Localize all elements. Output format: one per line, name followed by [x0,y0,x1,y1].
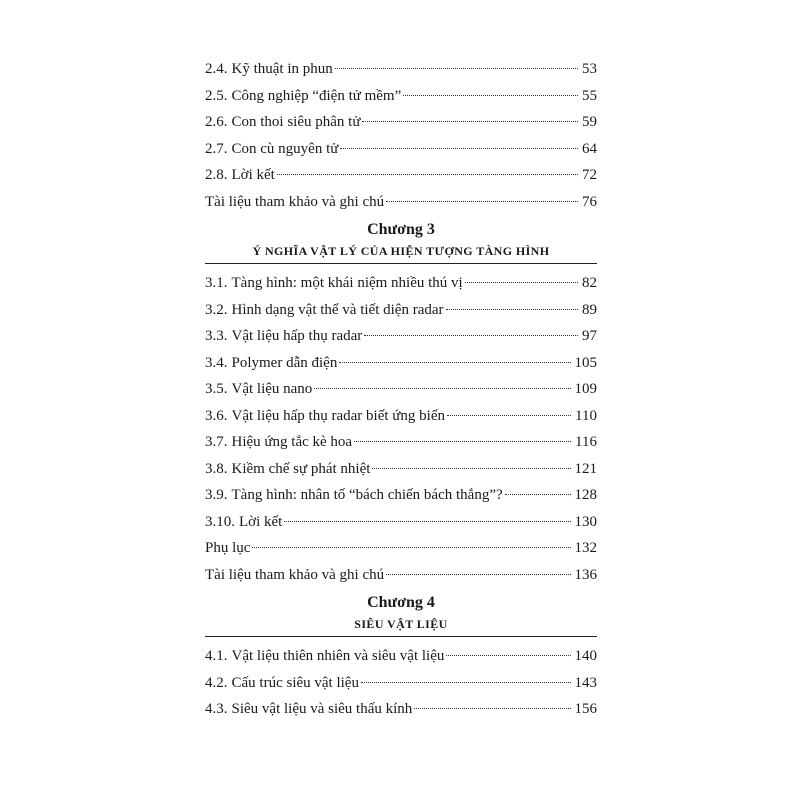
table-of-contents [205,56,597,723]
toc-entry-page: 89 [582,301,597,318]
toc-entry-number: 3.10. [205,513,235,530]
toc-entry-number: 2.7. [205,140,228,157]
toc-entry-number: 2.6. [205,114,228,130]
toc-entry-number: 3.9. [205,487,228,503]
toc-entry-number: 2.5. [205,87,228,104]
toc-entry-page: 132 [574,540,597,556]
dot-leader [386,574,570,575]
toc-entry-title: Tài liệu tham khảo và ghi chú [205,193,385,210]
toc-entry-page: 97 [582,328,597,344]
toc-entry-number: 2.8. [205,167,228,183]
toc-entry [205,696,597,723]
toc-entry-title: Hình dạng vật thể và tiết diện radar [231,301,444,318]
toc-entry-page: 130 [574,513,597,530]
chapter-4-rule [205,636,597,637]
toc-entry [205,456,597,483]
toc-entry-title: Polymer dẫn điện [231,354,338,371]
toc-entry-title: Hiệu ứng tắc kè hoa [231,434,353,450]
toc-entry-page: 143 [574,674,597,691]
dot-leader [446,309,578,310]
toc-entry-number: 3.7. [205,434,228,450]
chapter-4-list [205,643,597,723]
toc-entry [205,670,597,697]
toc-entry-title: Cấu trúc siêu vật liệu [231,674,359,691]
toc-entry-title: Phụ lục [205,540,251,556]
toc-entry-page: 72 [582,167,597,183]
toc-entry-page: 55 [582,87,597,104]
toc-entry [205,109,597,136]
dot-leader [335,68,578,69]
toc-entry [205,350,597,377]
toc-entry-page: 116 [575,434,597,450]
dot-leader [354,441,571,442]
toc-entry-page: 59 [582,114,597,130]
toc-entry-page: 140 [574,648,597,664]
toc-entry-number: 2.4. [205,61,228,77]
toc-entry-title: Tàng hình: một khái niệm nhiều thú vị [231,275,463,291]
chapter-4-subtitle: SIÊU VẬT LIỆU [354,617,448,631]
dot-leader [446,655,570,656]
toc-entry [205,535,597,562]
toc-entry-title: Vật liệu nano [231,381,313,397]
toc-entry-page: 82 [582,275,597,291]
toc-entry-title: Tài liệu tham khảo và ghi chú [205,566,385,583]
dot-leader [361,682,571,683]
toc-entry [205,189,597,216]
chapter-3-list [205,270,597,588]
toc-entry-page: 128 [574,487,597,503]
toc-entry-page: 136 [574,566,597,583]
toc-entry [205,403,597,430]
dot-leader [339,362,570,363]
section-a-list [205,56,597,215]
chapter-3-subtitle: Ý NGHĨA VẬT LÝ CỦA HIỆN TƯỢNG TÀNG HÌNH [252,244,550,258]
toc-entry-number: 4.3. [205,701,228,717]
toc-entry-number: 3.6. [205,407,228,424]
toc-entry [205,323,597,350]
toc-entry [205,270,597,297]
toc-entry-page: 76 [582,193,597,210]
dot-leader [252,547,570,548]
dot-leader [403,95,578,96]
toc-entry-page: 156 [574,701,597,717]
chapter-3-heading [205,219,597,264]
toc-entry-number: 3.3. [205,328,228,344]
dot-leader [340,148,578,149]
toc-entry [205,56,597,83]
toc-entry-page: 105 [574,354,597,371]
dot-leader [386,201,578,202]
toc-entry-page: 64 [582,140,597,157]
chapter-4-title: Chương 4 [367,594,435,611]
toc-entry-number: 3.4. [205,354,228,371]
toc-entry-title: Siêu vật liệu và siêu thấu kính [231,701,413,717]
toc-entry-title: Vật liệu hấp thụ radar [231,328,363,344]
dot-leader [364,335,578,336]
dot-leader [277,174,578,175]
toc-entry-number: 3.8. [205,460,228,477]
toc-entry-number: 3.2. [205,301,228,318]
chapter-3-rule [205,263,597,264]
toc-entry-page: 110 [575,407,597,424]
dot-leader [372,468,570,469]
toc-entry-number: 3.1. [205,275,228,291]
toc-entry-title: Công nghiệp “điện tử mềm” [231,87,402,104]
toc-entry-title: Lời kết [231,167,275,183]
dot-leader [447,415,571,416]
toc-entry [205,162,597,189]
toc-entry-title: Kiềm chế sự phát nhiệt [231,460,371,477]
toc-entry [205,376,597,403]
chapter-4-heading [205,592,597,637]
toc-entry [205,297,597,324]
toc-entry-number: 4.1. [205,648,228,664]
toc-entry-title: Con thoi siêu phân tử [231,114,361,130]
toc-entry [205,509,597,536]
toc-entry-number: 3.5. [205,381,228,397]
chapter-3-title: Chương 3 [367,221,435,238]
dot-leader [465,282,578,283]
dot-leader [414,708,570,709]
toc-entry [205,429,597,456]
toc-entry [205,83,597,110]
dot-leader [314,388,570,389]
toc-entry [205,643,597,670]
toc-entry-page: 53 [582,61,597,77]
toc-entry [205,136,597,163]
dot-leader [284,521,570,522]
toc-entry [205,482,597,509]
toc-entry-page: 121 [574,460,597,477]
toc-entry [205,562,597,589]
toc-entry-title: Lời kết [239,513,283,530]
toc-entry-title: Vật liệu thiên nhiên và siêu vật liệu [231,648,445,664]
dot-leader [505,494,571,495]
toc-entry-title: Vật liệu hấp thụ radar biết ứng biến [231,407,445,424]
dot-leader [362,121,578,122]
toc-entry-title: Tàng hình: nhân tố “bách chiến bách thắng”? [231,487,503,503]
toc-entry-number: 4.2. [205,674,228,691]
toc-entry-page: 109 [574,381,597,397]
toc-entry-title: Kỹ thuật in phun [231,61,333,77]
toc-entry-title: Con cù nguyên tử [231,140,339,157]
